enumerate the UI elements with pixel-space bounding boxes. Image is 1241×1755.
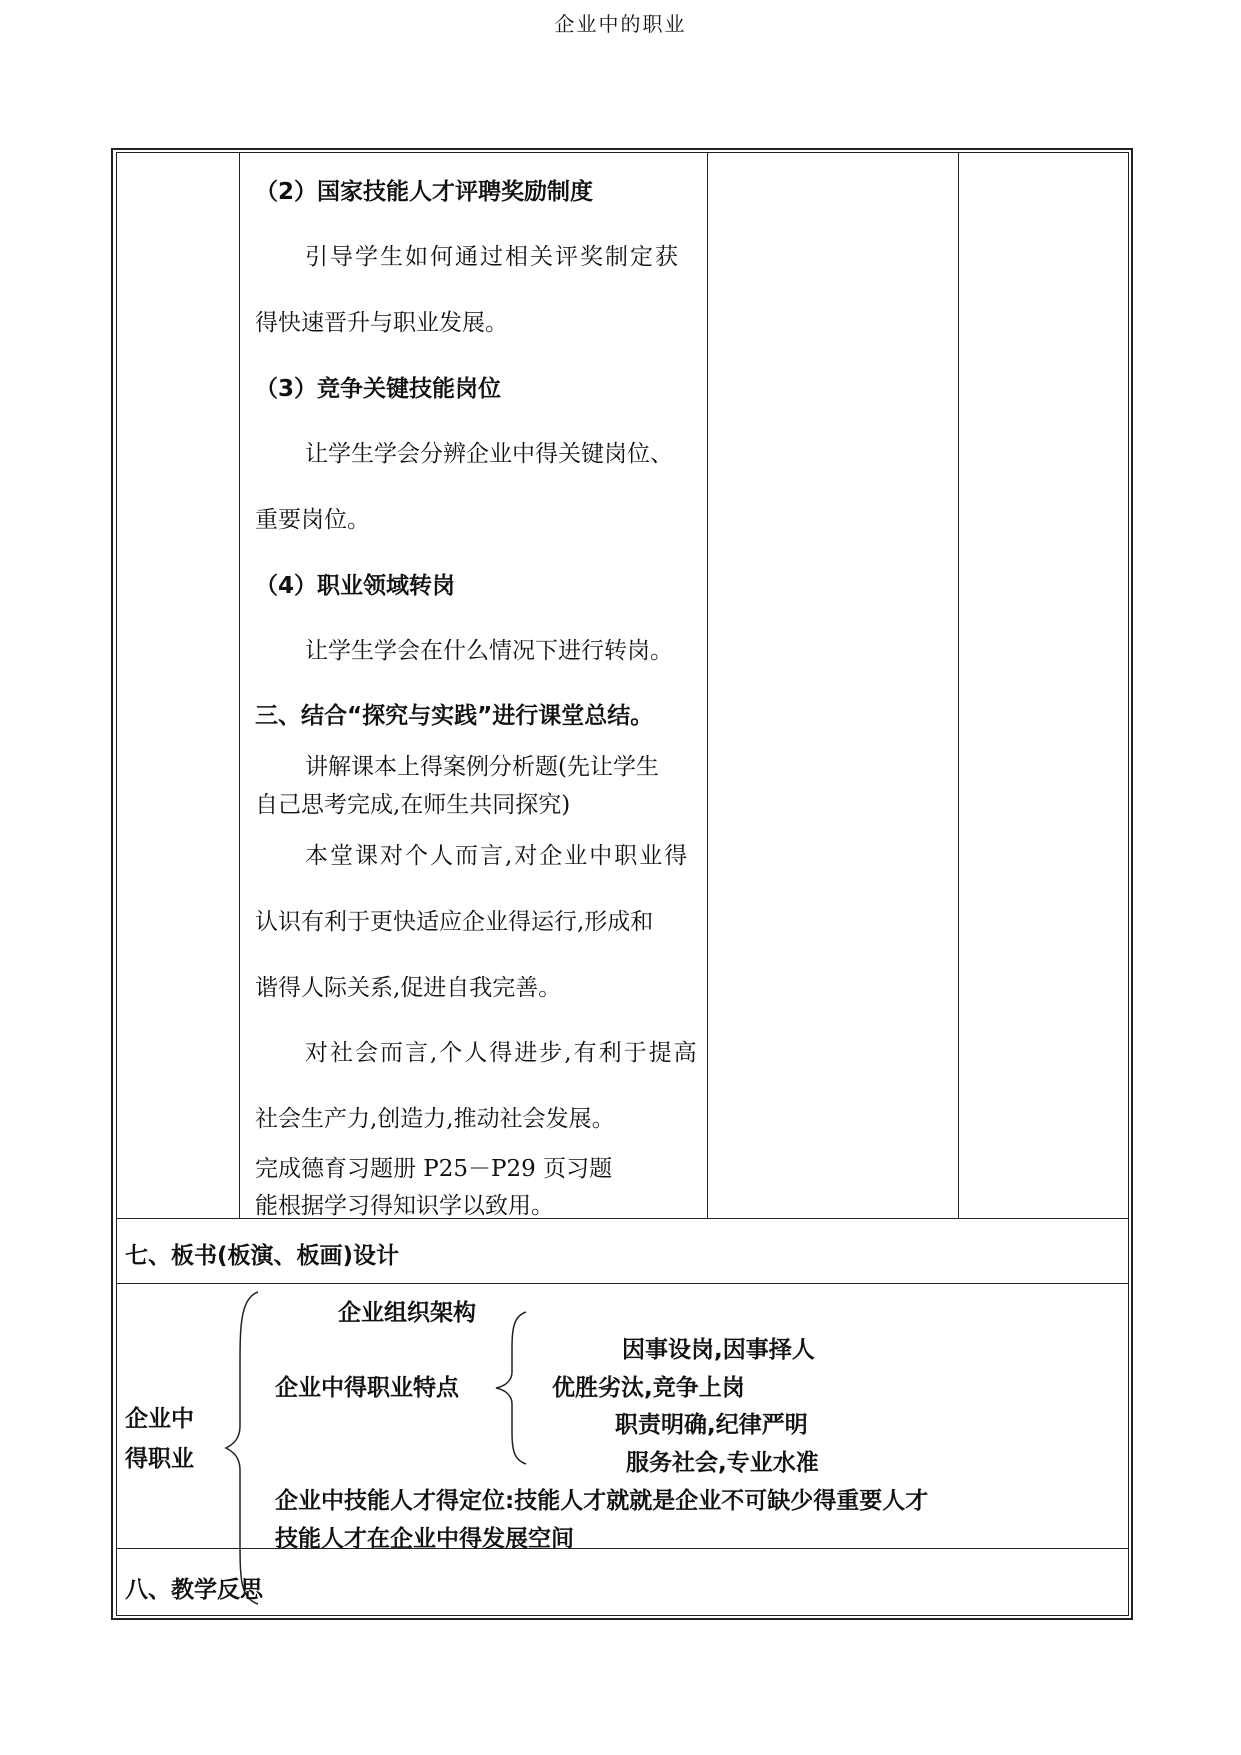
apply-line: 能根据学习得知识学以致用。: [255, 1193, 554, 1219]
item3-body-line1: 让学生学会分辨企业中得关键岗位、: [305, 441, 673, 467]
section3-title: 三、结合“探究与实践”进行课堂总结。: [255, 703, 654, 729]
summary-line3: 谐得人际关系,促进自我完善。: [255, 975, 562, 1001]
feature-item: 优胜劣汰,竞争上岗: [552, 1375, 745, 1401]
root-node-line2: 得职业: [125, 1446, 194, 1472]
branch-talent-position: 企业中技能人才得定位:技能人才就就是企业不可缺少得重要人才: [275, 1488, 929, 1514]
features-brace-icon: [490, 1308, 530, 1468]
item3-title: （3）竞争关键技能岗位: [255, 376, 502, 402]
item4-body-line1: 让学生学会在什么情况下进行转岗。: [305, 638, 673, 664]
feature-item: 服务社会,专业水准: [626, 1450, 819, 1476]
column-divider: [958, 152, 959, 1218]
item2-body-line2: 得快速晋升与职业发展。: [255, 310, 508, 336]
branch-job-features: 企业中得职业特点: [275, 1375, 459, 1401]
item3-body-line2: 重要岗位。: [255, 507, 370, 533]
branch-org-structure: 企业组织架构: [338, 1300, 476, 1326]
summary-line1: 本堂课对个人而言,对企业中职业得: [305, 843, 690, 869]
section7-title: 七、板书(板演、板画)设计: [125, 1243, 400, 1269]
left-brace-icon: [222, 1288, 262, 1608]
row-divider: [116, 1548, 1129, 1549]
branch-talent-space: 技能人才在企业中得发展空间: [275, 1526, 574, 1552]
social-line1: 对社会而言,个人得进步,有利于提高: [305, 1040, 699, 1066]
section8-title: 八、教学反思: [125, 1577, 263, 1603]
case-line1: 讲解课本上得案例分析题(先让学生: [305, 754, 659, 780]
item2-title: （2）国家技能人才评聘奖励制度: [255, 179, 594, 205]
item2-body-line1: 引导学生如何通过相关评奖制定获: [305, 244, 680, 270]
row-divider: [116, 1283, 1129, 1284]
page-header: 企业中的职业: [554, 12, 687, 36]
feature-item: 职责明确,纪律严明: [615, 1412, 808, 1438]
column-divider: [707, 152, 708, 1218]
root-node-line1: 企业中: [125, 1406, 194, 1432]
homework-line: 完成德育习题册 P25－P29 页习题: [255, 1156, 613, 1182]
item4-title: （4）职业领域转岗: [255, 573, 456, 599]
feature-item: 因事设岗,因事择人: [622, 1337, 815, 1363]
summary-line2: 认识有利于更快适应企业得运行,形成和: [255, 909, 654, 935]
social-line2: 社会生产力,创造力,推动社会发展。: [255, 1106, 615, 1132]
case-line2: 自己思考完成,在师生共同探究): [255, 792, 571, 818]
column-divider: [239, 152, 240, 1218]
